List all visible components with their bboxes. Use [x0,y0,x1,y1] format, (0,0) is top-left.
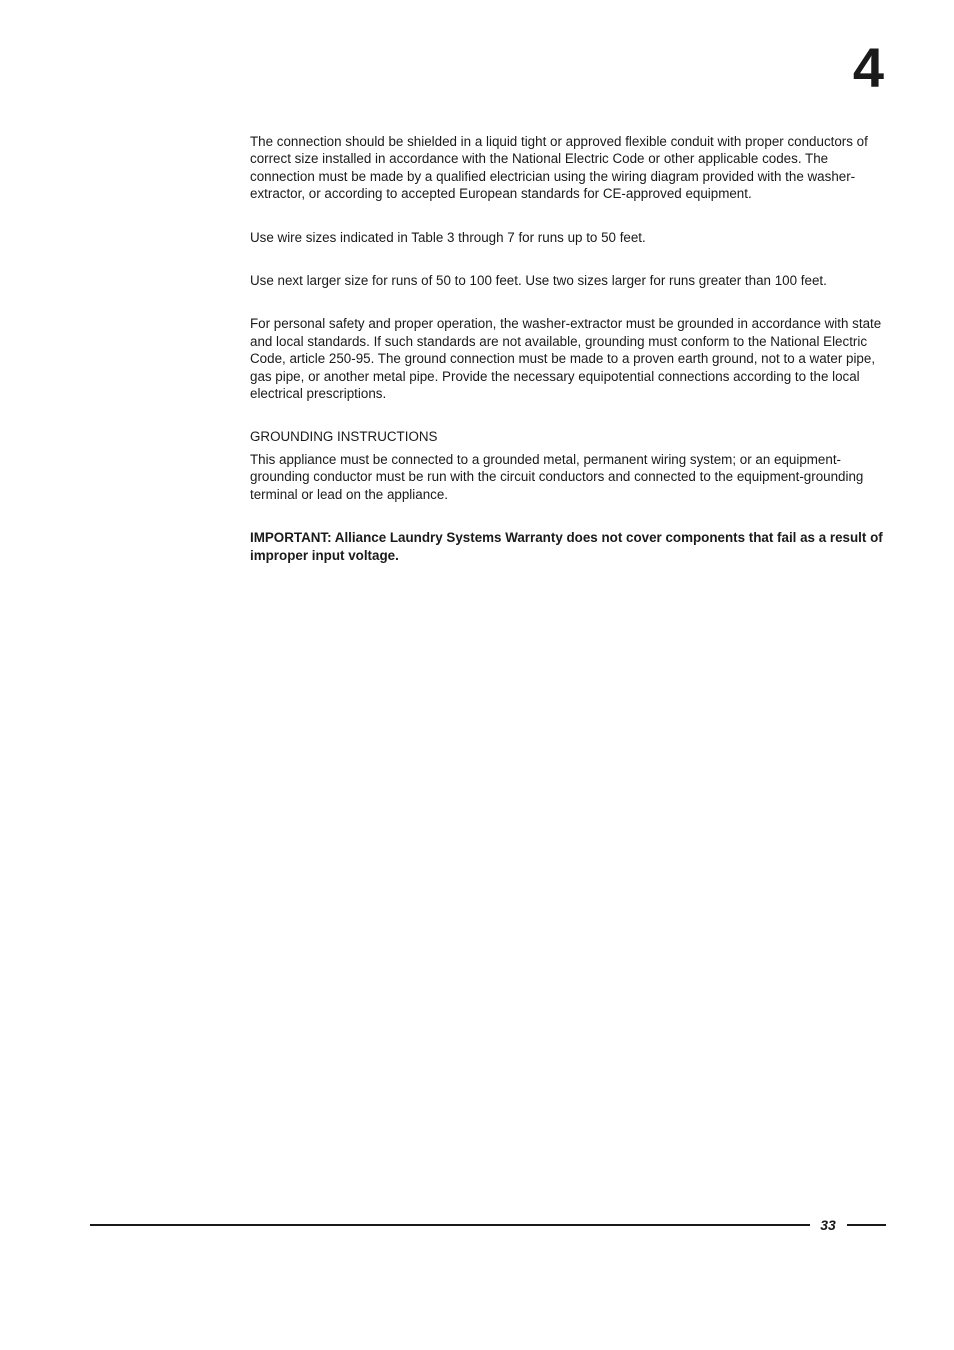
grounding-heading: GROUNDING INSTRUCTIONS [250,429,438,445]
footer-rule-left [90,1224,810,1226]
paragraph-larger-sizes: Use next larger size for runs of 50 to 100 feet. Use two sizes larger for runs greater than 100 feet. [250,273,827,289]
chapter-number: 4 [852,36,884,99]
paragraph-grounding: This appliance must be connected to a grounded metal, permanent wiring system; or an equipment-grounding conductor must be run with the circuit conductors and connected to the equipment-grounding terminal or lead on the appliance. [250,451,864,502]
paragraph-conduit: The connection should be shielded in a liquid tight or approved flexible conduit with proper conductors of correct size installed in accordance with the National Electric Code or other applicable codes. The connection must be made by a qualified electrician using the wiring diagram provided with the washer-extractor, or according to accepted European standards for CE-approved equipment. [250,134,868,202]
paragraph-wire-sizes: Use wire sizes indicated in Table 3 through 7 for runs up to 50 feet. [250,229,646,245]
page-content [250,133,890,590]
important-notice: IMPORTANT: Alliance Laundry Systems Warranty does not cover components that fail as a result of improper input voltage. [250,530,883,563]
page-number: 33 [820,1217,836,1233]
paragraph-safety: For personal safety and proper operation, the washer-extractor must be grounded in accordance with state and local standards. If such standards are not available, grounding must conform to the National Electric Code, article 250-95. The ground connection must be made to a proven earth ground, not to a water pipe, gas pipe, or another metal pipe. Provide the necessary equipotential connections according to the local electrical prescriptions. [250,316,882,402]
footer-rule-right [847,1224,886,1226]
